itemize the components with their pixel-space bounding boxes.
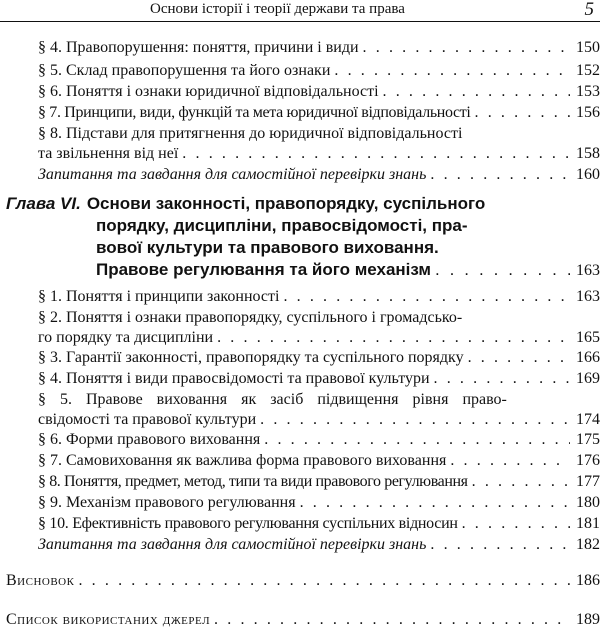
leader-dots [472, 472, 570, 492]
toc-page: 189 [576, 611, 600, 628]
leader-dots [182, 144, 570, 164]
toc-entry: § 7. Самовиховання як важлива форма правового виховання . . . 176 [0, 451, 600, 471]
leader-dots [363, 38, 570, 58]
toc-page: 174 [576, 411, 600, 428]
toc-entry: § 8. Підстави для притягнення до юридичної відповідальності та звільнення від неї . . . 158 [0, 124, 600, 164]
running-header-title: Основи історії і теорії держави та права [150, 1, 405, 17]
leader-dots [78, 571, 570, 591]
toc-page: 153 [576, 83, 600, 100]
leader-dots [260, 410, 570, 430]
toc-entry: Запитання та завдання для самостійної перевірки знань . . . 160 [0, 165, 600, 185]
toc-page: 175 [576, 431, 600, 448]
leader-dots [300, 493, 570, 513]
page-number: 5 [584, 0, 594, 20]
leader-dots [475, 103, 570, 123]
leader-dots [283, 287, 570, 307]
toc-entry: Запитання та завдання для самостійної перевірки знань . . . 182 [0, 535, 600, 555]
toc-entry: § 4. Правопорушення: поняття, причини і види . . . 150 [0, 38, 600, 58]
leader-dots [430, 535, 570, 555]
toc-entry: § 4. Поняття і види правосвідомості та правової культури . . . 169 [0, 369, 600, 389]
leader-dots [334, 61, 570, 81]
toc-entry: § 6. Поняття і ознаки юридичної відповідальності . . . 153 [0, 82, 600, 102]
leader-dots [383, 82, 570, 102]
toc-page: 158 [576, 145, 600, 162]
toc-entry: § 7. Принципи, види, функцій та мета юридичної відповідальності . . . 156 [0, 103, 600, 123]
toc-page: 177 [576, 473, 600, 490]
toc-entry-conclusion: Висновок . . . 186 [0, 571, 600, 591]
toc-page: 181 [576, 515, 600, 532]
running-header [0, 0, 600, 20]
toc-entry: § 6. Форми правового виховання . . . 175 [0, 430, 600, 450]
toc-page: 156 [576, 104, 600, 121]
toc-page: 163 [576, 262, 600, 279]
chapter-label: Глава VI. [6, 194, 81, 213]
toc-entry: § 10. Ефективність правового регулювання суспільних відносин . . . 181 [0, 514, 600, 534]
toc-entry: § 1. Поняття і принципи законності . . . 163 [0, 287, 600, 307]
toc-page: 160 [576, 166, 600, 183]
leader-dots [462, 514, 570, 534]
leader-dots [214, 610, 570, 630]
chapter-heading: Глава VI. Основи законності, правопорядку, суспільного порядку, дисципліни, правосвідомості, пра- вової культури та правового виховання. Правове регулювання та його механізм . . . 163 [0, 193, 600, 282]
leader-dots [434, 369, 570, 389]
leader-dots [450, 451, 570, 471]
toc-entry: § 5. Склад правопорушення та його ознаки . . . 152 [0, 61, 600, 81]
toc-page: 176 [576, 452, 600, 469]
toc-page: 150 [576, 39, 600, 56]
toc-page: 180 [576, 494, 600, 511]
toc-page: 186 [576, 572, 600, 589]
toc-entry: § 3. Гарантії законності, правопорядку та суспільного порядку . . . 166 [0, 348, 600, 368]
header-rule [0, 21, 600, 22]
toc-page: 152 [576, 62, 600, 79]
leader-dots [435, 259, 570, 281]
toc-entry: § 8. Поняття, предмет, метод, типи та види правового регулювання . . . 177 [0, 472, 600, 492]
toc-entry: § 9. Механізм правового регулювання . . . 180 [0, 493, 600, 513]
toc-entry-sources: Список використаних джерел . . . 189 [0, 610, 600, 630]
toc-page: 169 [576, 370, 600, 387]
toc-page: 182 [576, 536, 600, 553]
toc-entry: § 5. Правове виховання як засіб підвищення рівня право- свідомості та правової культури . . . 174 [0, 390, 600, 430]
toc-page: 165 [576, 329, 600, 346]
leader-dots [264, 430, 570, 450]
toc-page: 163 [576, 288, 600, 305]
leader-dots [430, 165, 570, 185]
toc-entry: § 2. Поняття і ознаки правопорядку, суспільного і громадсько- го порядку та дисципліни . . . 165 [0, 308, 600, 348]
toc-page: 166 [576, 349, 600, 366]
leader-dots [217, 328, 570, 348]
leader-dots [468, 348, 570, 368]
